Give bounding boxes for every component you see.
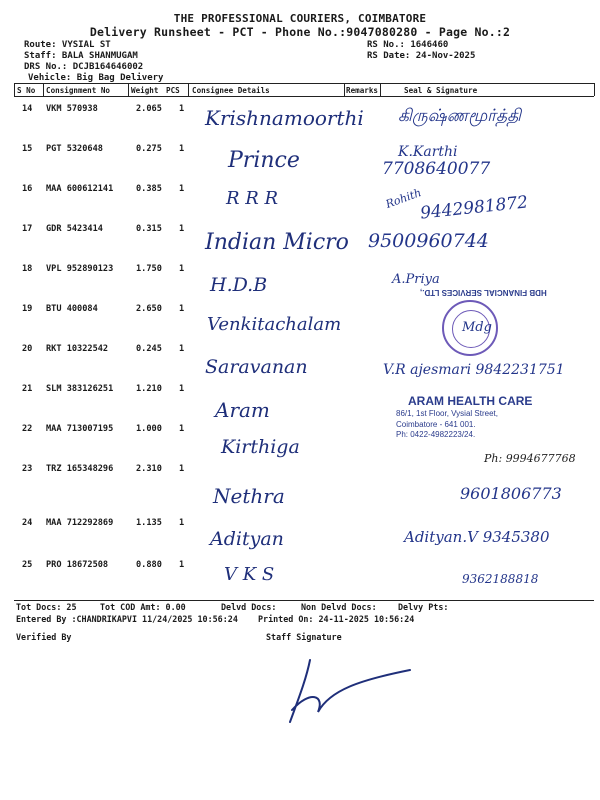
row-sno: 21 <box>22 384 33 394</box>
seal-phone: 9500960744 <box>368 230 489 252</box>
row-consignment: GDR 5423414 <box>46 224 103 234</box>
drs-number: DRS No.: DCJB164646002 <box>24 62 144 72</box>
footer-rule <box>14 600 594 601</box>
row-sno: 25 <box>22 560 33 570</box>
consignee-signature: Aram <box>215 398 270 422</box>
col-consignee: Consignee Details <box>192 86 270 95</box>
aram-stamp-title: ARAM HEALTH CARE <box>408 394 533 408</box>
table-row <box>0 220 600 260</box>
seal-signature: Rohith <box>383 186 424 211</box>
seal-phone: 7708640077 <box>382 159 491 179</box>
staff-signature-scribble <box>270 650 430 730</box>
row-pcs: 1 <box>179 464 185 474</box>
header-divider <box>128 83 129 96</box>
row-weight: 2.065 <box>136 104 162 114</box>
consignee-signature: R R R <box>226 188 279 209</box>
row-consignment: VPL 952890123 <box>46 264 114 274</box>
row-pcs: 1 <box>179 560 185 570</box>
row-weight: 1.210 <box>136 384 162 394</box>
total-cod-amount: Tot COD Amt: 0.00 <box>100 602 186 612</box>
col-pcs: PCS <box>166 86 180 95</box>
runsheet-subtitle: Delivery Runsheet - PCT - Phone No.:9047080280 - Page No.:2 <box>89 25 511 39</box>
aram-stamp-city: Coimbatore - 641 001. <box>396 420 476 429</box>
row-pcs: 1 <box>179 304 185 314</box>
row-sno: 24 <box>22 518 33 528</box>
row-pcs: 1 <box>179 224 185 234</box>
table-row <box>0 140 600 180</box>
col-consignment: Consignment No <box>46 86 111 95</box>
table-row <box>0 300 600 340</box>
row-weight: 0.275 <box>136 144 162 154</box>
consignee-signature: Venkitachalam <box>207 314 342 335</box>
consignee-signature: Indian Micro <box>205 230 349 255</box>
staff-label: Staff: BALA SHANMUGAM <box>24 51 138 61</box>
row-consignment: MAA 600612141 <box>46 184 114 194</box>
row-consignment: SLM 383126251 <box>46 384 114 394</box>
header-divider <box>43 83 44 96</box>
row-pcs: 1 <box>179 424 185 434</box>
non-delivered-docs: Non Delvd Docs: <box>301 602 377 612</box>
consignee-signature: V K S <box>224 564 275 585</box>
delivery-points: Delvy Pts: <box>398 602 449 612</box>
consignee-signature: Prince <box>228 148 300 173</box>
row-weight: 1.135 <box>136 518 162 528</box>
row-sno: 18 <box>22 264 33 274</box>
row-sno: 14 <box>22 104 33 114</box>
table-row <box>0 556 600 596</box>
row-sno: 23 <box>22 464 33 474</box>
vehicle-label: Vehicle: Big Bag Delivery <box>28 73 164 83</box>
row-pcs: 1 <box>179 518 185 528</box>
hdb-stamp: HDB FINANCIAL SERVICES LTD., <box>420 288 547 297</box>
aram-stamp-address: 86/1, 1st Floor, Vysial Street, <box>396 409 498 418</box>
row-weight: 0.245 <box>136 344 162 354</box>
col-remarks: Remarks <box>346 86 379 95</box>
header-border-right <box>594 83 595 96</box>
seal-signature: கிருஷ்ணமூர்த்தி <box>398 106 522 126</box>
table-row <box>0 514 600 554</box>
row-weight: 0.385 <box>136 184 162 194</box>
row-consignment: PGT 5320648 <box>46 144 103 154</box>
table-row <box>0 260 600 300</box>
row-weight: 2.650 <box>136 304 162 314</box>
row-consignment: MAA 713007195 <box>46 424 114 434</box>
row-consignment: PRO 18672508 <box>46 560 109 570</box>
header-border-left <box>14 83 15 96</box>
table-row <box>0 460 600 508</box>
verified-by-label: Verified By <box>16 632 72 642</box>
consignee-signature: Saravanan <box>205 356 308 378</box>
row-sno: 15 <box>22 144 33 154</box>
row-consignment: MAA 712292869 <box>46 518 114 528</box>
col-weight: Weight <box>131 86 159 95</box>
row-sno: 19 <box>22 304 33 314</box>
row-weight: 1.750 <box>136 264 162 274</box>
row-consignment: TRZ 165348296 <box>46 464 114 474</box>
row-sno: 22 <box>22 424 33 434</box>
seal-phone: 9601806773 <box>460 484 562 503</box>
seal-signature: K.Karthi <box>398 144 458 160</box>
table-row <box>0 420 600 465</box>
total-docs: Tot Docs: 25 <box>16 602 77 612</box>
consignee-signature: Nethra <box>213 484 285 508</box>
company-title: THE PROFESSIONAL COURIERS, COIMBATORE <box>173 12 427 25</box>
row-weight: 2.310 <box>136 464 162 474</box>
consignee-signature: Adityan <box>210 528 284 550</box>
row-pcs: 1 <box>179 104 185 114</box>
seal-signature: Adityan.V 9345380 <box>404 528 550 546</box>
row-weight: 0.315 <box>136 224 162 234</box>
consignee-signature: H.D.B <box>210 274 268 296</box>
row-weight: 1.000 <box>136 424 162 434</box>
row-sno: 20 <box>22 344 33 354</box>
row-pcs: 1 <box>179 264 185 274</box>
header-top-rule <box>14 83 594 84</box>
row-pcs: 1 <box>179 344 185 354</box>
table-row <box>0 380 600 420</box>
delivered-docs: Delvd Docs: <box>221 602 277 612</box>
seal-signature: Mdg <box>462 320 492 335</box>
row-weight: 0.880 <box>136 560 162 570</box>
rs-date: RS Date: 24-Nov-2025 <box>367 51 476 61</box>
route-label: Route: VYSIAL ST <box>24 40 111 50</box>
aram-stamp-phone: Ph: 0422-4982223/24. <box>396 430 476 439</box>
header-bottom-rule <box>14 96 594 97</box>
row-sno: 17 <box>22 224 33 234</box>
row-sno: 16 <box>22 184 33 194</box>
rs-number: RS No.: 1646460 <box>367 40 449 50</box>
table-row <box>0 340 600 380</box>
seal-phone: 9362188818 <box>462 572 539 586</box>
printed-on: Printed On: 24-11-2025 10:56:24 <box>258 614 415 624</box>
row-pcs: 1 <box>179 384 185 394</box>
row-consignment: VKM 570938 <box>46 104 98 114</box>
row-consignment: RKT 10322542 <box>46 344 109 354</box>
consignee-signature: Kirthiga <box>221 436 300 458</box>
table-row <box>0 180 600 224</box>
seal-signature: V.R ajesmari 9842231751 <box>383 362 565 378</box>
header-divider <box>380 83 381 96</box>
row-pcs: 1 <box>179 144 185 154</box>
table-row <box>0 100 600 140</box>
col-seal-signature: Seal & Signature <box>404 86 478 95</box>
header-divider <box>344 83 345 96</box>
col-sno: S No <box>17 86 36 95</box>
seal-phone: 9442981872 <box>419 192 529 224</box>
seal-phone: Ph: 9994677768 <box>484 452 576 465</box>
row-pcs: 1 <box>179 184 185 194</box>
entered-by: Entered By :CHANDRIKAPVI 11/24/2025 10:56:24 <box>16 614 238 624</box>
header-divider <box>188 83 189 96</box>
row-consignment: BTU 400084 <box>46 304 98 314</box>
seal-signature: A.Priya <box>392 272 440 287</box>
staff-signature-label: Staff Signature <box>266 632 342 642</box>
consignee-signature: Krishnamoorthi <box>205 106 364 130</box>
